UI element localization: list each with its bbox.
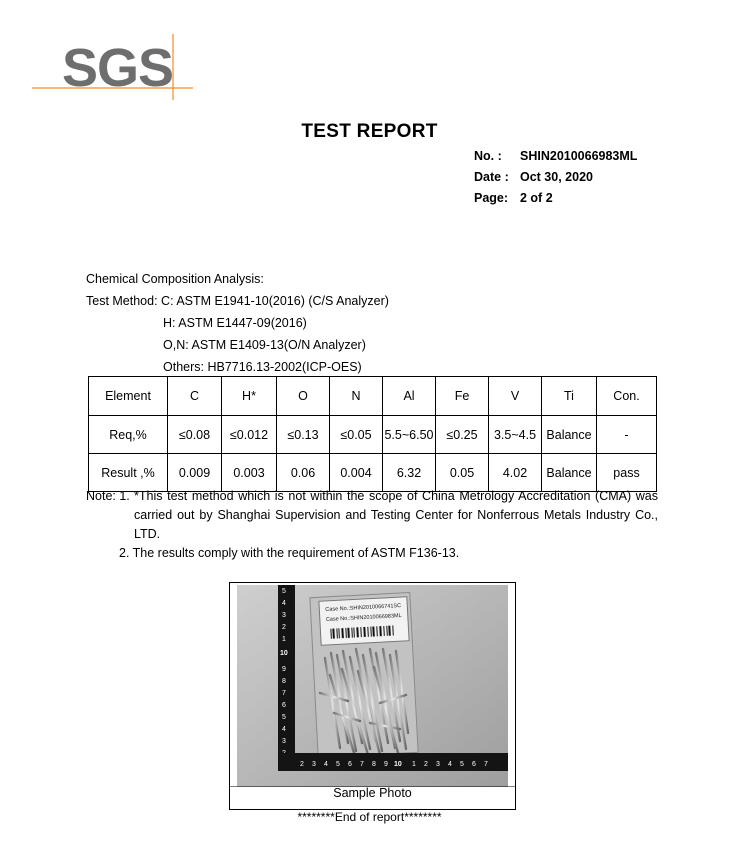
table-cell: Result ,% [89,454,168,492]
ruler-h-label: 5 [460,761,464,768]
ruler-h-label: 10 [394,761,402,768]
table-header: Element [89,377,168,416]
ruler-v-label: 4 [282,600,286,607]
ruler-v-label: 8 [282,678,286,685]
table-cell: 0.05 [436,454,489,492]
table-header: Fe [436,377,489,416]
ruler-v-label: 5 [282,588,286,595]
table-header: V [489,377,542,416]
table-cell: 0.009 [168,454,222,492]
notes [86,487,658,563]
table-header: Con. [597,377,657,416]
method-line-1: Test Method: C: ASTM E1941-10(2016) (C/S Analyzer) [86,294,389,308]
report-page-value: 2 of 2 [520,191,553,205]
table-cell: Balance [542,416,597,454]
table-cell: ≤0.13 [277,416,330,454]
ruler-v-label: 6 [282,702,286,709]
composition-table [88,376,657,492]
table-cell: Req,% [89,416,168,454]
analysis-title: Chemical Composition Analysis: [86,272,264,286]
table-row [89,454,657,492]
table-header: Al [383,377,436,416]
table-cell: ≤0.08 [168,416,222,454]
ruler-v-label: 7 [282,690,286,697]
ruler-v-label: 10 [280,650,288,657]
method-line-3: O,N: ASTM E1409-13(O/N Analyzer) [163,338,366,352]
sample-photo-frame [229,582,516,810]
note-label: Note: 1. [86,489,130,503]
table-header: C [168,377,222,416]
ruler-h-label: 6 [472,761,476,768]
table-cell: 4.02 [489,454,542,492]
ruler-h-label: 8 [372,761,376,768]
ruler-v-label: 3 [282,738,286,745]
report-date-value: Oct 30, 2020 [520,170,593,184]
table-cell: pass [597,454,657,492]
ruler-h-label: 9 [384,761,388,768]
method-line-4: Others: HB7716.13-2002(ICP-OES) [163,360,362,374]
table-header: N [330,377,383,416]
table-cell: 0.003 [222,454,277,492]
ruler-h-label: 3 [436,761,440,768]
end-of-report: ********End of report******** [297,810,442,824]
report-date-label: Date : [474,170,509,184]
method-line-2: H: ASTM E1447-09(2016) [163,316,307,330]
ruler-h-label: 5 [336,761,340,768]
table-cell: ≤0.05 [330,416,383,454]
table-cell: 6.32 [383,454,436,492]
table-cell: 0.06 [277,454,330,492]
table-header: H* [222,377,277,416]
ruler-h-label: 4 [448,761,452,768]
note-1: *This test method which is not within the scope of China Metrology Accreditation (CMA) was carried out by Shanghai Supervision and Testing Center for Nonferrous Metals Industry Co., LTD. [134,489,658,541]
sample-photo [230,583,515,787]
report-page-label: Page: [474,191,509,205]
report-no-label: No. : [474,149,502,163]
report-title: TEST REPORT [301,121,438,142]
ruler-v-label: 4 [282,726,286,733]
table-header: O [277,377,330,416]
logo-text: SGS [62,38,174,98]
ruler-h-label: 3 [312,761,316,768]
table-row [89,416,657,454]
table-cell: Balance [542,454,597,492]
table-cell: 3.5~4.5 [489,416,542,454]
note-2: 2. The results comply with the requirement of ASTM F136-13. [119,546,460,560]
photo-label-1: Case No.:SHIN2010066741SC [325,603,402,614]
table-cell: ≤0.012 [222,416,277,454]
ruler-v-label: 2 [282,624,286,631]
ruler-h-label: 2 [424,761,428,768]
photo-caption: Sample Photo [333,786,412,800]
table-header: Ti [542,377,597,416]
ruler-h-label: 7 [360,761,364,768]
table-cell: 5.5~6.50 [383,416,436,454]
report-meta [474,146,637,209]
ruler-h-label: 1 [412,761,416,768]
table-cell: ≤0.25 [436,416,489,454]
photo-label-2: Case No.:SHIN2010066983ML [325,613,402,623]
analysis-section [86,268,389,378]
ruler-h-label: 4 [324,761,328,768]
table-cell: - [597,416,657,454]
ruler-h-label: 6 [348,761,352,768]
report-no-value: SHIN2010066983ML [520,149,638,163]
ruler-v-label: 5 [282,714,286,721]
ruler-h-label: 7 [484,761,488,768]
ruler-h-label: 2 [300,761,304,768]
table-header-row [89,377,657,416]
ruler-v-label: 1 [282,636,286,643]
table-cell: 0.004 [330,454,383,492]
ruler-v-label: 3 [282,612,286,619]
ruler-v-label: 9 [282,666,286,673]
sgs-logo [30,26,195,102]
